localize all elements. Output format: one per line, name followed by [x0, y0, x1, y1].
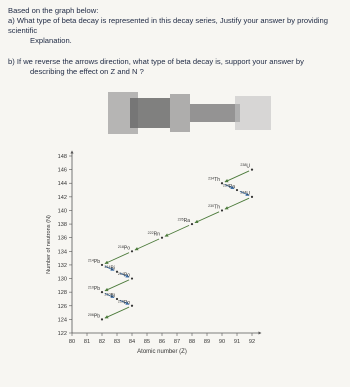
- x-tick-label: 86: [158, 339, 166, 345]
- nuclide-point: [161, 237, 163, 239]
- nuclide-point: [101, 291, 103, 293]
- alpha-decay-arrow: [195, 212, 219, 223]
- x-tick-label: 88: [188, 339, 196, 345]
- nuclide-point: [236, 189, 238, 191]
- question-b: b) If we reverse the arrows direction, what type of beta decay is, support your answer by: [8, 57, 304, 66]
- x-tick-label: 89: [203, 339, 211, 345]
- nuclide-point: [251, 196, 253, 198]
- alpha-decay-arrow: [105, 253, 129, 264]
- y-tick-label: 142: [57, 194, 67, 201]
- y-tick-label: 144: [57, 181, 67, 188]
- alpha-decay-arrow: [105, 307, 129, 318]
- x-tick-label: 83: [113, 339, 121, 345]
- alpha-decay-arrow: [105, 280, 129, 291]
- nuclide-label: $^{210}$Bi: [104, 292, 115, 299]
- y-axis-label: Number of neutrons (N): [46, 215, 52, 274]
- y-tick-label: 128: [57, 290, 67, 297]
- nuclide-label: $^{234}$U: [240, 190, 250, 197]
- y-tick-label: 136: [57, 235, 67, 242]
- nuclide-label: $^{210}$Pb: [87, 285, 100, 293]
- nuclide-point: [131, 305, 133, 307]
- question-a: a) What type of beta decay is represented in this decay series, Justify your answer by providing scientific: [8, 16, 328, 35]
- x-tick-label: 84: [128, 339, 136, 345]
- y-tick-label: 138: [57, 222, 67, 229]
- nuclide-label: $^{214}$Bi: [104, 265, 115, 272]
- y-tick-label: 140: [57, 208, 67, 215]
- y-tick-label: 132: [57, 262, 67, 269]
- x-tick-label: 91: [233, 339, 241, 345]
- question-a-continued: Explanation.: [30, 36, 72, 45]
- y-tick-label: 126: [57, 303, 67, 310]
- alpha-decay-arrow: [135, 239, 159, 250]
- nuclide-label: $^{214}$Po: [117, 272, 130, 279]
- nuclide-label: $^{210}$Po: [117, 299, 130, 306]
- x-tick-label: 90: [218, 339, 226, 345]
- y-tick-label: 130: [57, 276, 67, 283]
- nuclide-label: $^{226}$Ra: [177, 217, 190, 225]
- y-tick-label: 134: [57, 249, 67, 256]
- nuclide-label: $^{230}$Th: [208, 203, 220, 211]
- decay-chart: [0, 148, 350, 387]
- question-b-continued: describing the effect on Z and N ?: [30, 67, 144, 76]
- x-tick-label: 87: [173, 339, 181, 345]
- nuclide-label: $^{238}$U: [240, 163, 250, 170]
- x-tick-label: 80: [68, 339, 76, 345]
- y-tick-label: 146: [57, 167, 67, 174]
- redaction-blur: [100, 92, 278, 134]
- decay-chart-svg: [0, 148, 350, 387]
- nuclide-label: $^{206}$Pb: [87, 312, 100, 320]
- nuclide-point: [101, 318, 103, 320]
- question-intro: Based on the graph below:: [8, 6, 99, 15]
- nuclide-point: [191, 223, 193, 225]
- nuclide-label: $^{214}$Pb: [87, 258, 100, 265]
- nuclide-label: $^{234}$Th: [208, 176, 220, 184]
- x-tick-label: 82: [98, 339, 106, 345]
- nuclide-point: [251, 169, 253, 171]
- alpha-decay-arrow: [165, 225, 189, 236]
- nuclide-point: [131, 250, 133, 252]
- nuclide-point: [131, 277, 133, 279]
- question-text: [8, 6, 346, 77]
- nuclide-label: $^{234}$Pa: [222, 183, 235, 191]
- x-tick-label: 85: [143, 339, 151, 345]
- x-tick-label: 92: [248, 339, 256, 345]
- nuclide-label: $^{218}$Po: [117, 244, 130, 252]
- y-tick-label: 148: [57, 154, 67, 160]
- alpha-decay-arrow: [225, 171, 249, 182]
- nuclide-label: $^{222}$Rn: [147, 231, 160, 238]
- y-tick-label: 122: [57, 331, 67, 337]
- alpha-decay-arrow: [225, 198, 249, 209]
- x-axis-label: Atomic number (Z): [137, 349, 187, 355]
- x-tick-label: 81: [83, 339, 91, 345]
- nuclide-point: [221, 209, 223, 211]
- y-tick-label: 124: [57, 317, 67, 324]
- nuclide-point: [101, 264, 103, 266]
